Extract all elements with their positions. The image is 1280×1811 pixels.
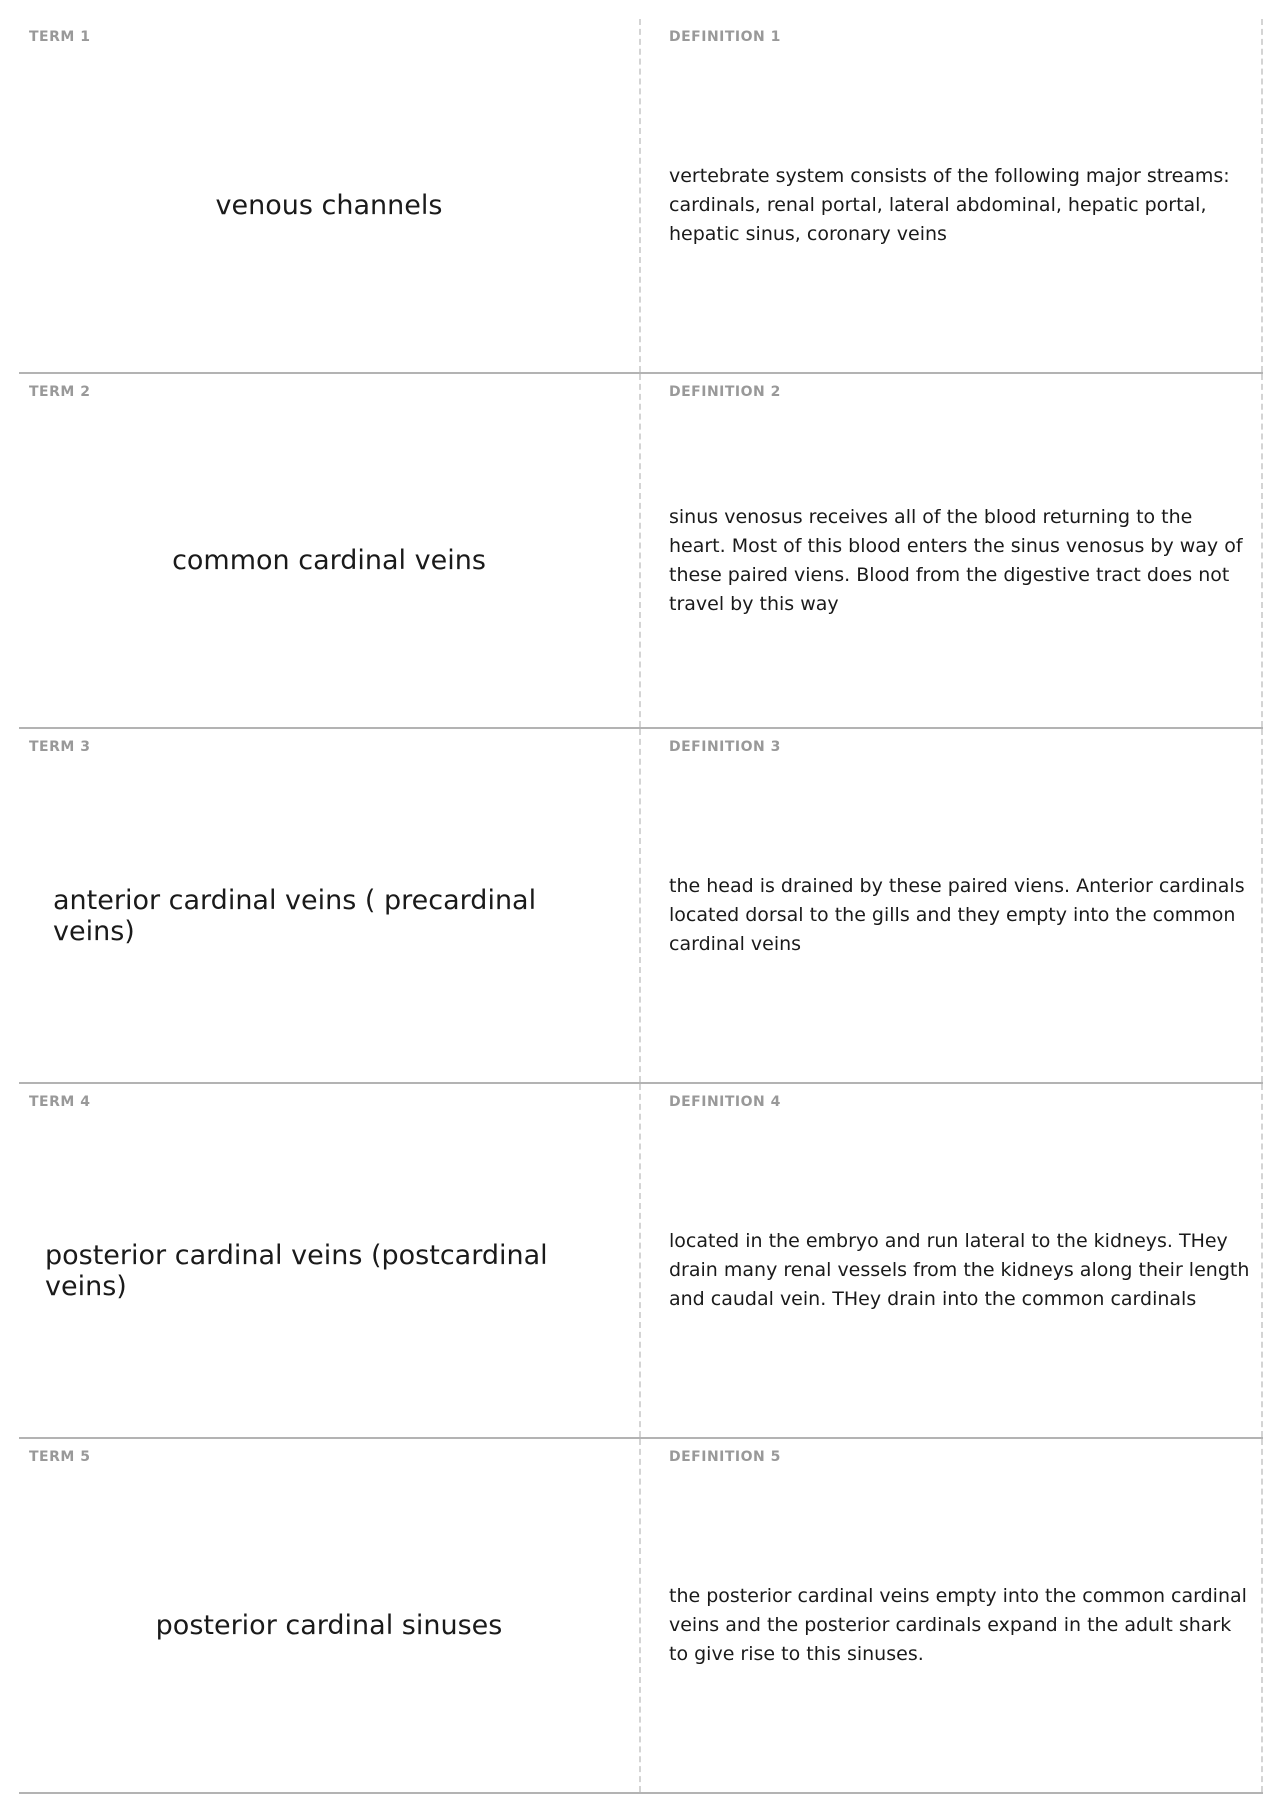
definition-label: DEFINITION 1: [669, 29, 781, 45]
term-cell: [19, 374, 641, 727]
definition-cell: [641, 1084, 1263, 1437]
definition-cell: [641, 374, 1263, 727]
term-text: posterior cardinal veins (postcardinal veins): [45, 1239, 548, 1302]
definition-body: the posterior cardinal veins empty into the common cardinal veins and the posterior cardinals expand in the adult shark to give rise to this sinuses.: [669, 1585, 1247, 1665]
term-text: posterior cardinal sinuses: [155, 1610, 503, 1641]
definition-text: [669, 769, 1253, 1062]
term-text: anterior cardinal veins ( precardinal veins): [53, 884, 537, 947]
definition-label: DEFINITION 5: [669, 1449, 781, 1465]
definition-text: [669, 414, 1253, 707]
term-cell: [19, 1084, 641, 1437]
term-text: venous channels: [215, 190, 443, 221]
term-cell: [19, 19, 641, 372]
definition-text: [669, 59, 1253, 352]
definition-body: sinus venosus receives all of the blood returning to the heart. Most of this blood enters the sinus venosus by way of these paired viens. Blood from the digestive tract does not travel by this way: [669, 505, 1243, 615]
flashcard-sheet: [19, 19, 1263, 1799]
flashcard-row: [19, 1439, 1263, 1794]
term-label: TERM 3: [29, 739, 91, 755]
term-label: TERM 2: [29, 384, 91, 400]
term-label: TERM 4: [29, 1094, 91, 1110]
flashcard-row: [19, 729, 1263, 1084]
term-label: TERM 5: [29, 1449, 91, 1465]
definition-cell: [641, 1439, 1263, 1792]
definition-label: DEFINITION 3: [669, 739, 781, 755]
term-cell: [19, 729, 641, 1082]
term-label: TERM 1: [29, 29, 91, 45]
flashcard-row: [19, 374, 1263, 729]
flashcard-row: [19, 19, 1263, 374]
term-text: common cardinal veins: [172, 545, 486, 576]
definition-text: [669, 1124, 1253, 1417]
definition-label: DEFINITION 4: [669, 1094, 781, 1110]
definition-text: [669, 1479, 1253, 1772]
term-cell: [19, 1439, 641, 1792]
definition-cell: [641, 729, 1263, 1082]
flashcard-row: [19, 1084, 1263, 1439]
definition-cell: [641, 19, 1263, 372]
definition-label: DEFINITION 2: [669, 384, 781, 400]
definition-body: vertebrate system consists of the following major streams: cardinals, renal portal, lateral abdominal, hepatic portal, hepatic sinus, coronary veins: [669, 165, 1230, 245]
definition-body: the head is drained by these paired viens. Anterior cardinals located dorsal to the gills and they empty into the common cardinal veins: [669, 875, 1245, 955]
definition-body: located in the embryo and run lateral to the kidneys. THey drain many renal vessels from the kidneys along their length and caudal vein. THey drain into the common cardinals: [669, 1230, 1250, 1310]
